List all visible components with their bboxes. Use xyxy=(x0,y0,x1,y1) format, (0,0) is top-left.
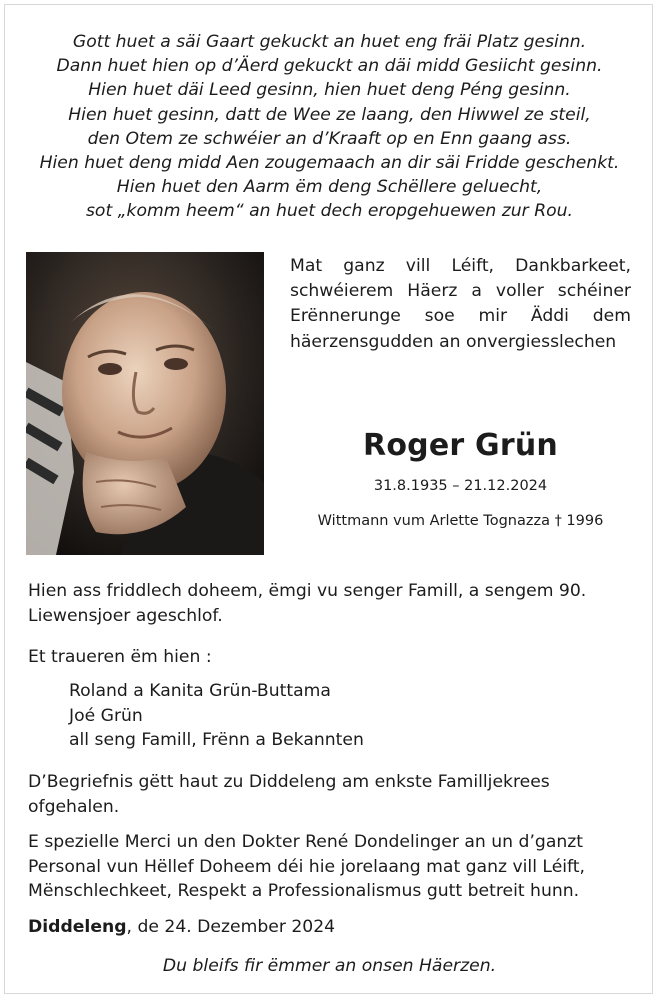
poem xyxy=(0,30,659,224)
poem-line: Hien huet deng midd Aen zougemaach an dir säi Fridde geschenkt. xyxy=(39,153,620,174)
thanks-text: E spezielle Merci un den Dokter René Dondelinger an un d’ganzt Personal vun Hëllef Doheem déi hie jorelaang mat ganz vill Léift, Mënschlechkeet, Respekt a Professionalismus gutt betreit hunn. xyxy=(28,832,586,901)
passing-text: Hien ass friddlech doheem, ëmgi vu senger Famill, a sengem 90. Liewensjoer ageschlof. xyxy=(28,581,587,626)
funeral-text: D’Begriefnis gëtt haut zu Diddeleng am enkste Familljekrees ofgehalen. xyxy=(28,772,550,817)
mourner-item: Joé Grün xyxy=(69,705,143,726)
place-name: Diddeleng xyxy=(28,917,127,937)
poem-line: Hien huet däi Leed gesinn, hien huet deng Péng gesinn. xyxy=(88,80,571,101)
place-date xyxy=(28,915,633,940)
poem-line: Hien huet gesinn, datt de Wee ze laang, den Hiwwel ze steil, xyxy=(68,104,591,125)
closing-line: Du bleifs fir ëmmer an onsen Häerzen. xyxy=(162,956,497,976)
poem-line: sot „komm heem“ an huet dech eropgehuewen zur Rou. xyxy=(85,201,574,222)
mourner-item: all seng Famill, Frënn a Bekannten xyxy=(69,730,364,750)
poem-line: den Otem ze schwéier an d’Kraaft op en Enn gaang ass. xyxy=(87,128,572,149)
intro-text: Mat ganz vill Léift, Dankbarkeet, schwéierem Häerz a voller schéiner Erënnerunge soe mir Äddi dem häerzensgudden an onvergiesslechen xyxy=(290,256,631,352)
spouse-line: Wittmann vum Arlette Tognazza † 1996 xyxy=(317,513,604,529)
date-text: , de 24. Dezember 2024 xyxy=(126,917,336,937)
poem-line: Gott huet a säi Gaart gekuckt an huet eng fräi Platz gesinn. xyxy=(72,32,587,52)
portrait-photo xyxy=(26,252,264,555)
deceased-name: Roger Grün xyxy=(363,428,558,463)
mourning-intro: Et traueren ëm hien : xyxy=(28,647,212,667)
life-dates: 31.8.1935 – 21.12.2024 xyxy=(373,478,548,494)
mourners-list xyxy=(69,679,569,753)
portrait-image xyxy=(26,252,264,555)
poem-line: Dann huet hien op d’Äerd gekuckt an däi midd Gesiicht gesinn. xyxy=(56,56,603,77)
mourner-item: Roland a Kanita Grün-Buttama xyxy=(69,681,331,701)
poem-line: Hien huet den Aarm ëm deng Schëllere geluecht, xyxy=(116,177,543,198)
